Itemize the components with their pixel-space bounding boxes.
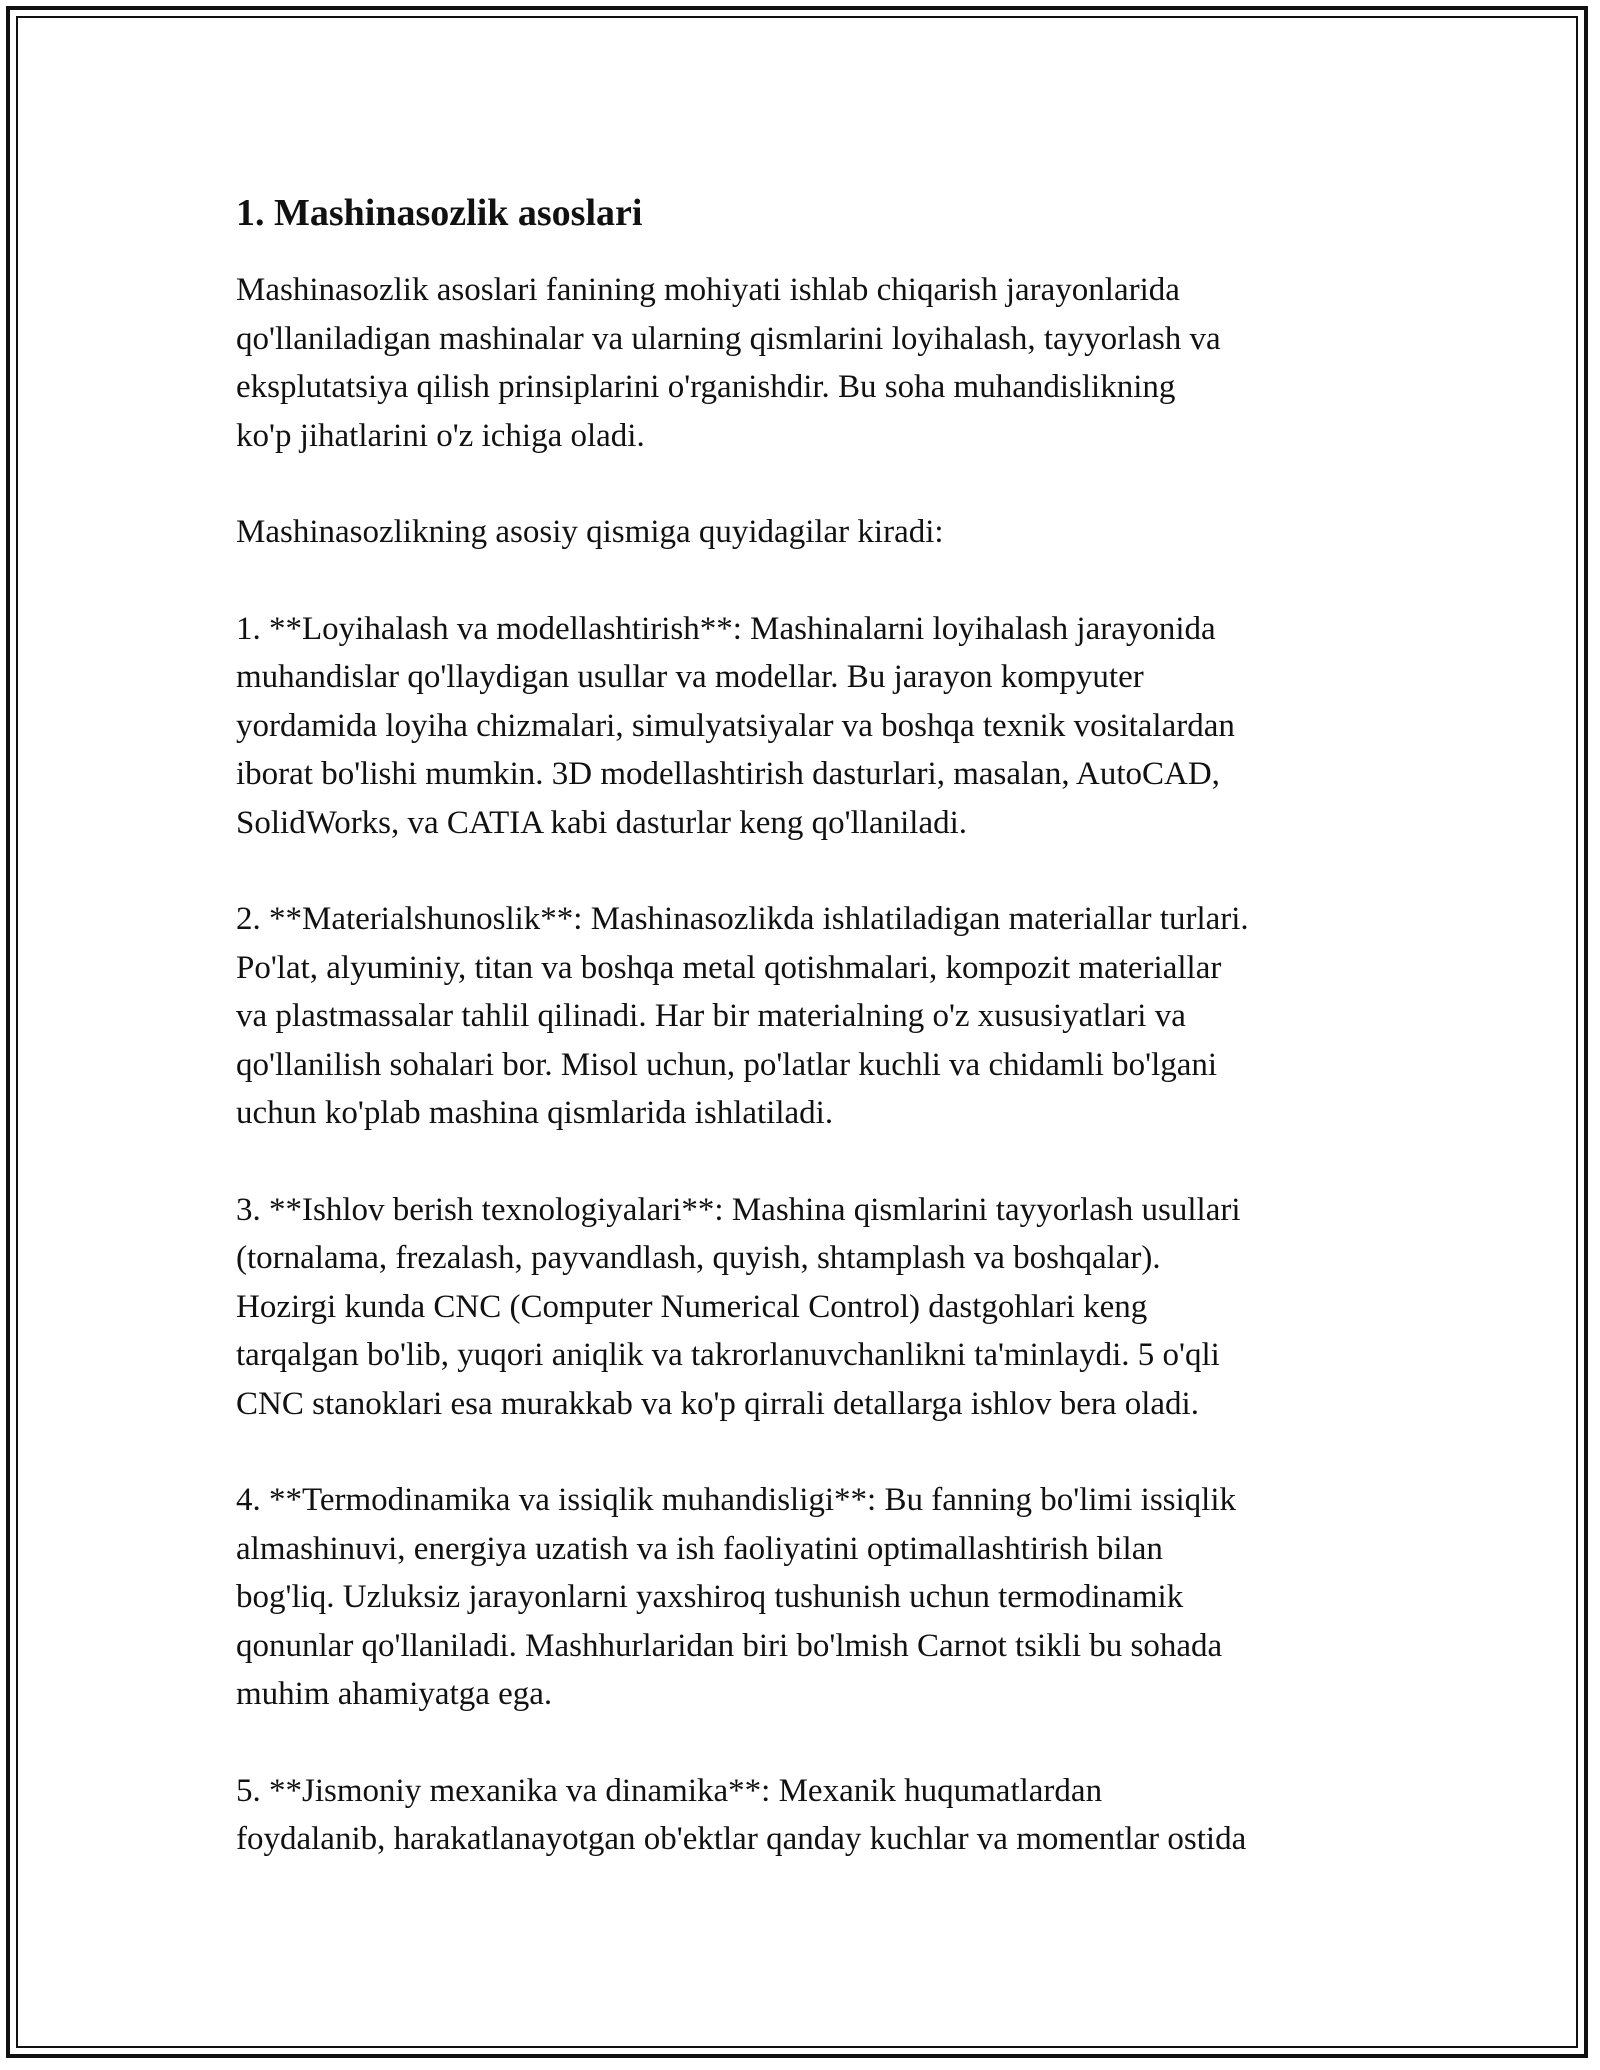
- paragraph-item-4: 4. **Termodinamika va issiqlik muhandisligi**: Bu fanning bo'limi issiqlik almashinuvi, energiya uzatish va ish faoliyatini optimallashtirish bilan bog'liq. Uzluksiz jarayonlarni yaxshiroq tushunish uchun termodinamik qonunlar qo'llaniladi. Mashhurlaridan biri bo'lmish Carnot tsikli bu sohada muhim ahamiyatga ega.: [236, 1482, 1237, 1712]
- section-heading: 1. Mashinasozlik asoslari: [236, 192, 643, 234]
- document-page: [236, 188, 1376, 1912]
- paragraph-item-5: 5. **Jismoniy mexanika va dinamika**: Mexanik huqumatlardan foydalanib, harakatlanayotgan ob'ektlar qanday kuchlar va momentlar ostida: [236, 1772, 1247, 1857]
- paragraph-intro: Mashinasozlik asoslari fanining mohiyati ishlab chiqarish jarayonlarida qo'llaniladigan mashinalar va ularning qismlarini loyihalash, tayyorlash va eksplutatsiya qilish prinsiplarini o'rganishdir. Bu soha muhandislikning ko'p jihatlarini o'z ichiga oladi.: [236, 272, 1221, 454]
- paragraph-list-intro: Mashinasozlikning asosiy qismiga quyidagilar kiradi:: [236, 514, 944, 550]
- paragraph-item-3: 3. **Ishlov berish texnologiyalari**: Mashina qismlarini tayyorlash usullari (tornalama, frezalash, payvandlash, quyish, shtamplash va boshqalar). Hozirgi kunda CNC (Computer Numerical Control) dastgohlari keng tarqalgan bo'lib, yuqori aniqlik va takrorlanuvchanlikni ta'minlaydi. 5 o'qli CNC stanoklari esa murakkab va ko'p qirrali detallarga ishlov bera oladi.: [236, 1191, 1241, 1422]
- paragraph-item-2: 2. **Materialshunoslik**: Mashinasozlikda ishlatiladigan materiallar turlari. Po'lat, alyuminiy, titan va boshqa metal qotishmalari, kompozit materiallar va plastmassalar tahlil qilinadi. Har bir materialning o'z xususiyatlari va qo'llanilish sohalari bor. Misol uchun, po'latlar kuchli va chidamli bo'lgani uchun ko'plab mashina qismlarida ishlatiladi.: [236, 901, 1249, 1131]
- paragraph-item-1: 1. **Loyihalash va modellashtirish**: Mashinalarni loyihalash jarayonida muhandislar qo'llaydigan usullar va modellar. Bu jarayon kompyuter yordamida loyiha chizmalari, simulyatsiyalar va boshqa texnik vositalardan iborat bo'lishi mumkin. 3D modellashtirish dasturlari, masalan, AutoCAD, SolidWorks, va CATIA kabi dasturlar keng qo'llaniladi.: [236, 610, 1235, 841]
